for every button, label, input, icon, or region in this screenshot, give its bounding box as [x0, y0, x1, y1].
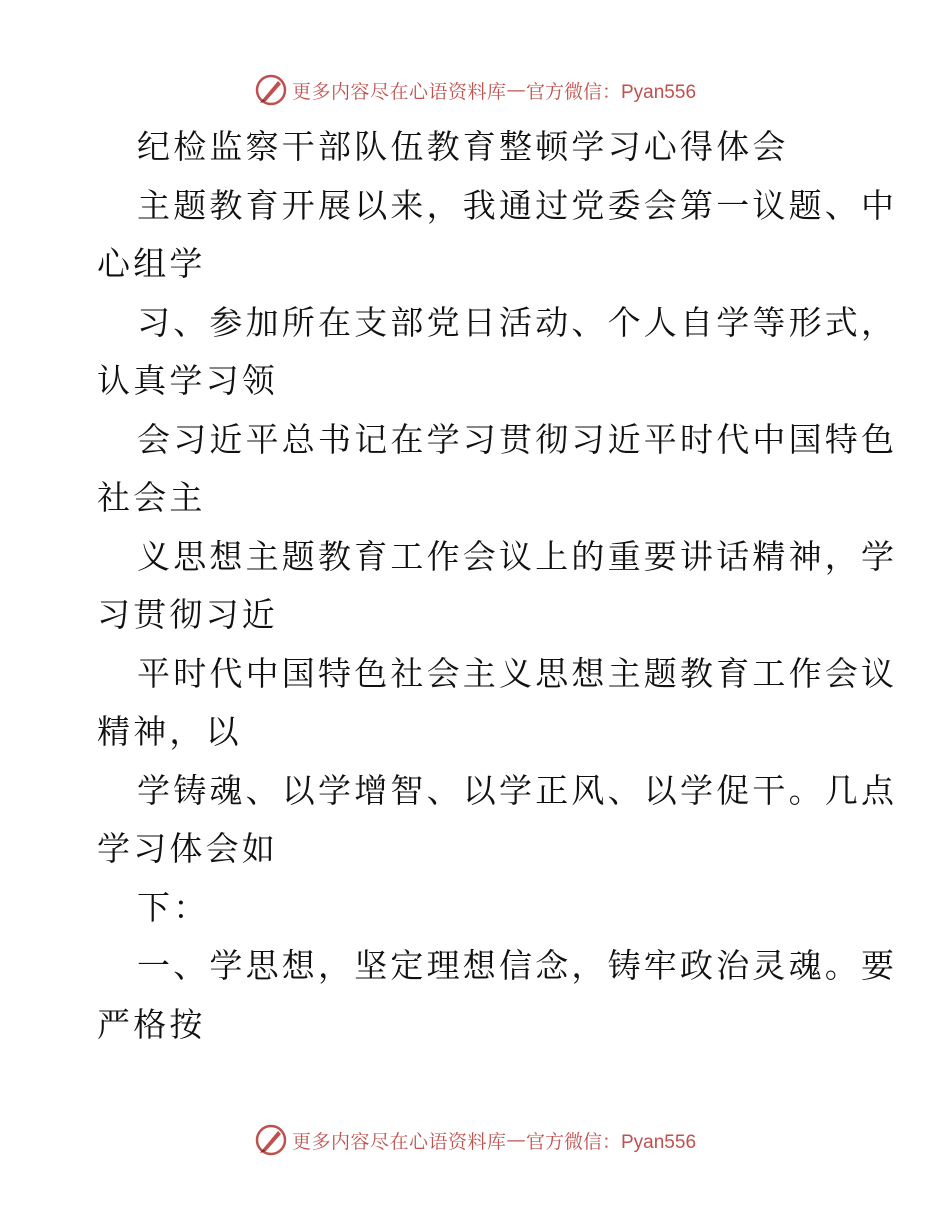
text-line: 精神，以: [97, 712, 242, 751]
text-line: 会习近平总书记在学习贯彻习近平时代中国特色: [137, 419, 898, 459]
text-line: 习贯彻习近: [97, 595, 278, 634]
document-title: 纪检监察干部队伍教育整顿学习心得体会: [137, 127, 789, 166]
footer-watermark-banner: [0, 1120, 950, 1160]
document-body: [97, 118, 898, 1054]
banner-dash: —: [506, 1129, 526, 1151]
text-line: 学铸魂、以学增智、以学正风、以学促干。几点: [137, 770, 898, 810]
banner-site-name: 更多内容尽在心语资料库: [291, 1130, 507, 1153]
text-line: 义思想主题教育工作会议上的重要讲话精神，学: [137, 536, 898, 576]
text-line: 认真学习领: [97, 361, 278, 400]
banner-dash: —: [506, 79, 526, 101]
section-heading-line: 一、学思想，坚定理想信念，铸牢政治灵魂。要: [137, 946, 898, 985]
text-line: 心组学: [97, 244, 206, 283]
header-watermark-banner: [0, 70, 950, 110]
pen-logo-icon: [254, 1123, 288, 1157]
text-line: 严格按: [97, 1004, 206, 1044]
text-line: 主题教育开展以来，我通过党委会第一议题、中: [137, 185, 898, 225]
text-line: 下：: [137, 887, 210, 927]
text-line: 学习体会如: [97, 829, 278, 868]
banner-contact: 官方微信：Pyan556: [526, 81, 697, 103]
banner-contact: 官方微信：Pyan556: [526, 1131, 697, 1153]
banner-site-name: 更多内容尽在心语资料库: [291, 80, 507, 103]
text-line: 习、参加所在支部党日活动、个人自学等形式，: [137, 302, 898, 342]
pen-logo-icon: [254, 73, 288, 107]
text-line: 社会主: [97, 478, 206, 517]
text-line: 平时代中国特色社会主义思想主题教育工作会议: [137, 653, 898, 693]
